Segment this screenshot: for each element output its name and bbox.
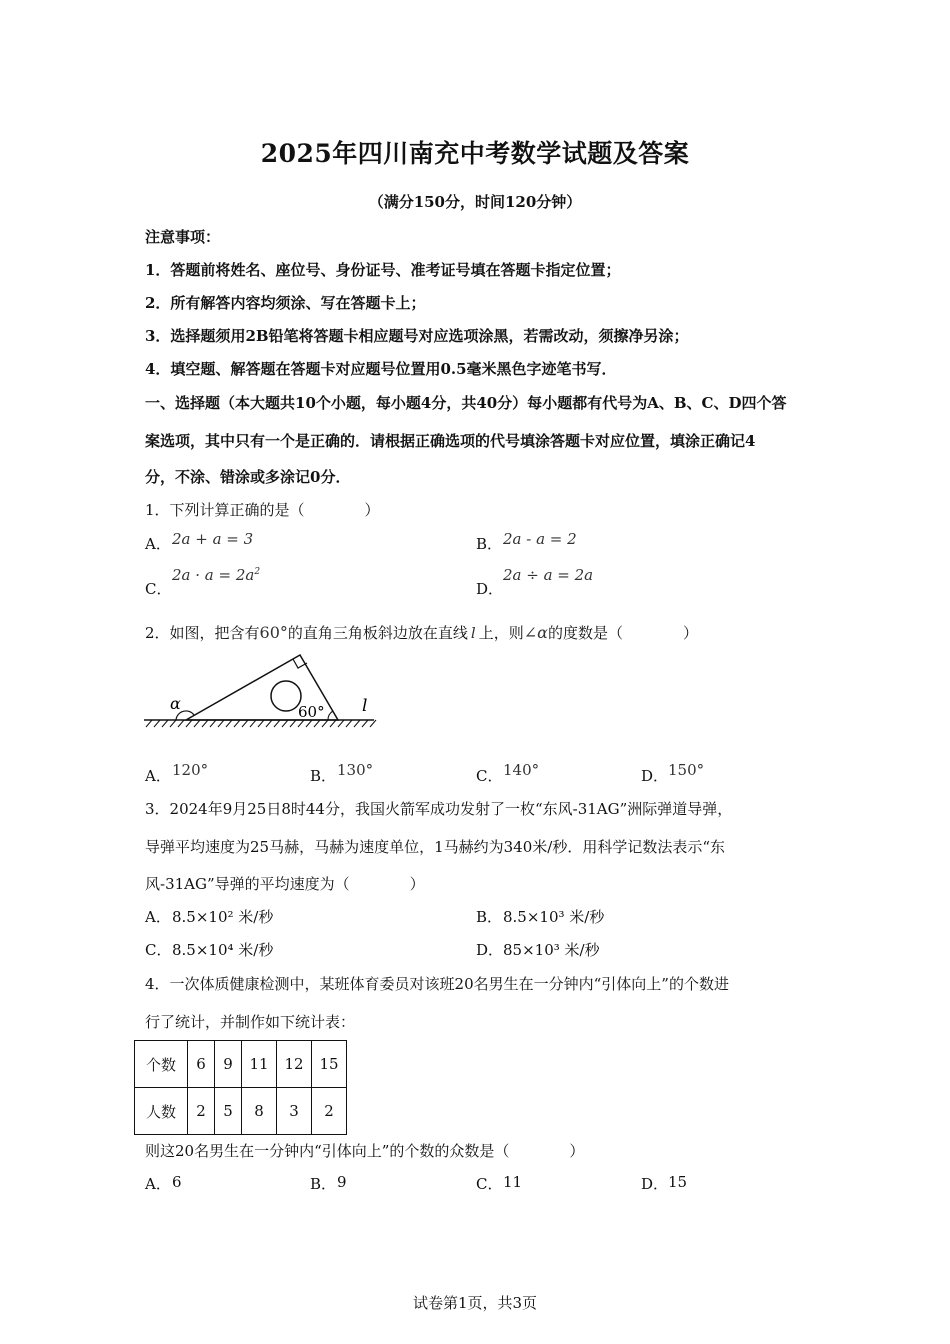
q4-option-a-label: A． [145,1175,171,1193]
section-heading-line: 分，不涂、错涂或多涂记0分． [145,468,351,486]
q2-option-d-label: D． [641,767,669,785]
page-footer: 试卷第1页，共3页 [412,1294,538,1312]
q3-option-b: 8.5×10³ 米/秒 [503,908,605,926]
q4-question: 则这20名男生在一分钟内“引体向上”的个数的众数是（ ） [145,1142,585,1160]
table-cell: 2 [312,1088,347,1135]
q3-option-a-label: A． [145,908,171,926]
table-cell: 9 [215,1041,242,1088]
table-row [135,1088,347,1135]
q1-option-c-exponent: 2 [254,567,261,577]
q4-option-c-label: C． [476,1175,503,1193]
q2-option-a-label: A． [145,767,171,785]
q3-stem-line: 3．2024年9月25日8时44分，我国火箭军成功发射了一枚“东风-31AG”洲际弹道导弹， [145,800,733,818]
table-cell: 个数 [135,1041,188,1088]
q2-option-b: 130° [337,761,374,779]
q2-option-d: 150° [668,761,705,779]
table-cell: 8 [242,1088,277,1135]
table-cell: 11 [242,1041,277,1088]
ground-hatching [146,720,376,727]
table-cell: 人数 [135,1088,188,1135]
alpha-label: α [170,694,181,713]
note-item: 1．答题前将姓名、座位号、身份证号、准考证号填在答题卡指定位置； [145,261,621,279]
q4-stem-line: 行了统计，并制作如下统计表： [145,1013,356,1031]
q4-option-d: 15 [668,1173,688,1191]
sixty-arc [328,711,333,720]
note-item: 2．所有解答内容均须涂、写在答题卡上； [145,294,426,312]
q2-stem-suffix: 的度数是（ ） [547,624,698,642]
right-angle-mark [293,659,307,668]
section-heading-line: 案选项，其中只有一个是正确的．请根据正确选项的代号填涂答题卡对应位置，填涂正确记4 [145,432,756,450]
table-cell: 3 [277,1088,312,1135]
q1-option-b-label: B． [476,535,503,553]
q3-option-d-label: D． [476,941,504,959]
table-cell: 2 [188,1088,215,1135]
triangle-ruler-figure [140,645,390,735]
q1-option-c-formula [172,566,260,584]
q2-stem-angle: 60° [259,623,288,642]
line-l-label: l [362,696,368,716]
q4-option-a: 6 [172,1173,182,1191]
q4-option-d-label: D． [641,1175,669,1193]
q3-stem-line: 风-31AG”导弹的平均速度为（ ） [145,875,425,893]
q1-option-c: 2a · a = 2a [172,566,255,584]
exam-info: （满分150分，时间120分钟） [368,193,582,211]
q3-option-b-label: B． [476,908,503,926]
q1-option-a: 2a + a = 3 [172,530,254,548]
q3-stem-line: 导弹平均速度为25马赫，马赫为速度单位，1马赫约为340米/秒．用科学记数法表示“东 [145,838,725,856]
sixty-degree-label: 60° [298,703,325,721]
q3-option-d: 85×10³ 米/秒 [503,941,600,959]
q4-option-b-label: B． [310,1175,337,1193]
ruler-hole [271,681,301,711]
table-row [135,1041,347,1088]
q2-stem-prefix: 2．如图，把含有 [145,624,260,642]
note-item: 4．填空题、解答题在答题卡对应题号位置用0.5毫米黑色字迹笔书写． [145,360,617,378]
q3-option-c: 8.5×10⁴ 米/秒 [172,941,274,959]
q1-option-d: 2a ÷ a = 2a [503,566,594,584]
q2-stem-alpha: ∠α [523,623,548,642]
q4-stem-line: 4．一次体质健康检测中，某班体育委员对该班20名男生在一分钟内“引体向上”的个数进 [145,975,729,993]
q2-stem [145,622,698,643]
table-cell: 5 [215,1088,242,1135]
q1-option-d-label: D． [476,580,504,598]
q3-option-c-label: C． [145,941,172,959]
section-heading-line: 一、选择题（本大题共10个小题，每小题4分，共40分）每小题都有代号为A、B、C、D四个答 [145,394,787,412]
table-cell: 6 [188,1041,215,1088]
q1-option-b: 2a - a = 2 [503,530,577,548]
q3-option-a: 8.5×10² 米/秒 [172,908,274,926]
q2-option-b-label: B． [310,767,337,785]
q2-option-a: 120° [172,761,209,779]
q2-stem-mid: 的直角三角板斜边放在直线 [287,624,468,642]
q2-stem-line-l: l [470,624,476,642]
q2-stem-mid2: 上，则 [478,624,524,642]
q1-stem: 1．下列计算正确的是（ ） [145,501,380,519]
table-cell: 12 [277,1041,312,1088]
q2-option-c: 140° [503,761,540,779]
q2-option-c-label: C． [476,767,503,785]
note-item: 3．选择题须用2B铅笔将答题卡相应题号对应选项涂黑，若需改动，须擦净另涂； [145,327,689,345]
notes-heading: 注意事项： [145,228,221,246]
q4-option-c: 11 [503,1173,523,1191]
q1-option-a-label: A． [145,535,171,553]
q4-option-b: 9 [337,1173,347,1191]
page-title: 2025年四川南充中考数学试题及答案 [260,139,690,168]
table-cell: 15 [312,1041,347,1088]
stat-table [134,1040,347,1135]
q1-option-c-label: C． [145,580,172,598]
